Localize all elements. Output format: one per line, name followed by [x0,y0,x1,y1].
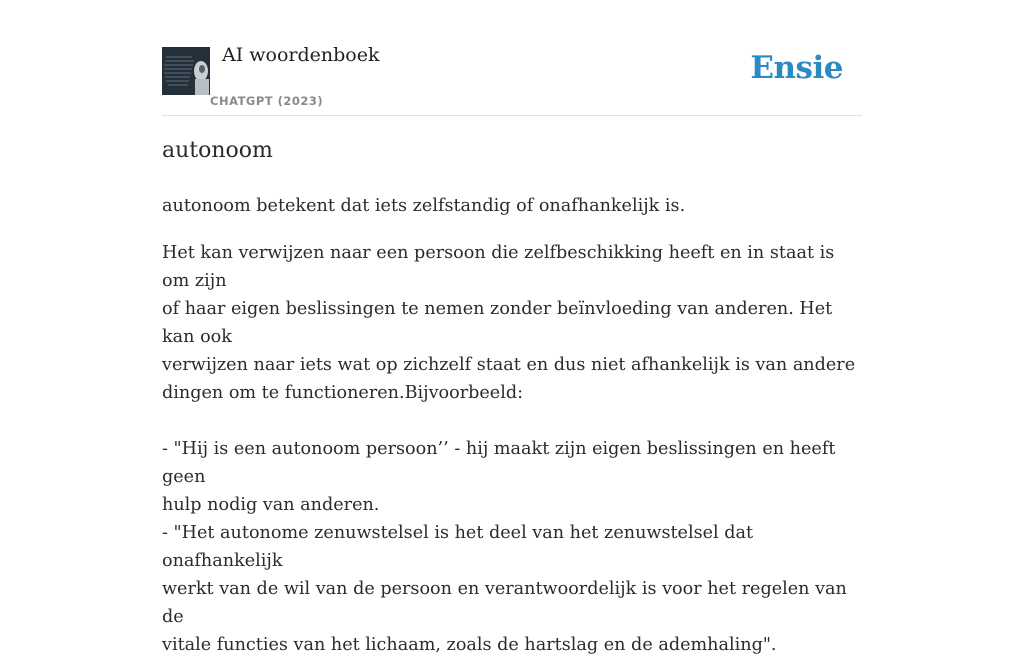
term-title: autonoom [162,138,273,163]
ensie-logo[interactable]: Ensie [750,50,843,86]
author-name[interactable]: AI woordenboek [222,44,380,66]
source-label: CHATGPT (2023) [210,94,324,108]
content-container [162,0,862,655]
robot-avatar-icon[interactable] [162,47,210,95]
definition-intro: autonoom betekent dat iets zelfstandig of onafhankelijk is. [162,196,686,216]
entry-header [162,0,862,116]
definition-body: Het kan verwijzen naar een persoon die zelfbeschikking heeft en in staat is om zijn of haar eigen beslissingen te nemen zonder beïnvloeding van anderen. Het kan ook verwijzen naar iets wat op zichzelf staat en dus niet afhankelijk is van andere dingen om te functioneren.Bijvoorbeeld: - "Hij is een autonoom persoon’’ - hij maakt zijn eigen beslissingen en heeft geen hulp nodig van anderen. - "Het autonome zenuwstelsel is het deel van het zenuwstelsel dat onafhankelijk werkt van de wil van de persoon en verantwoordelijk is voor het regelen van de vitale functies van het lichaam, zoals de hartslag en de ademhaling". [162,243,856,655]
